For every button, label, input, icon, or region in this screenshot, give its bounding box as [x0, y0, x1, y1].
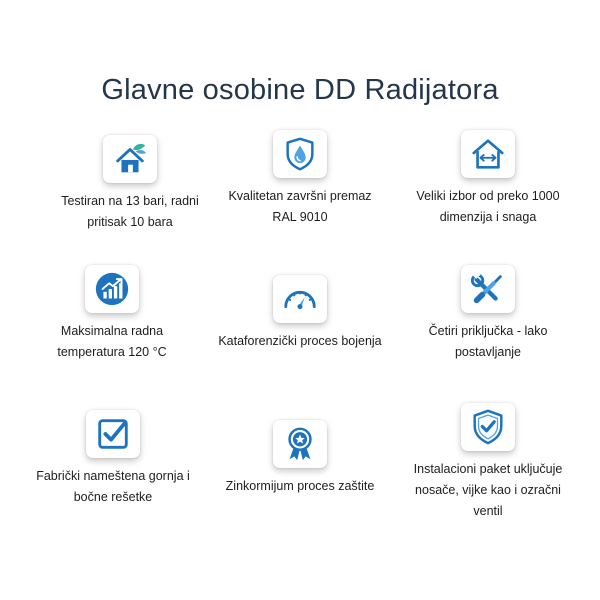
shield-check-icon — [461, 403, 515, 451]
water-drop-shield-icon — [273, 130, 327, 178]
feature-label: Fabrički nameštena gornja i bočne rešetke — [36, 469, 190, 504]
feature-dimensions — [398, 130, 578, 228]
feature-label: Veliki izbor od preko 1000 dimenzija i snaga — [416, 189, 560, 224]
feature-zinc-chrome — [210, 420, 390, 497]
feature-label: Četiri priključka - lako postavljanje — [428, 324, 548, 359]
feature-label: Kataforenzički proces bojenja — [218, 334, 382, 348]
feature-label: Zinkormijum proces zaštite — [225, 479, 375, 493]
wrench-screwdriver-icon — [461, 265, 515, 313]
rising-chart-icon — [85, 265, 139, 313]
feature-label: Kvalitetan završni premaz RAL 9010 — [228, 189, 372, 224]
checkbox-icon — [86, 410, 140, 458]
award-ribbon-icon — [273, 420, 327, 468]
feature-label: Maksimalna radna temperatura 120 °C — [57, 324, 167, 359]
house-leaf-icon — [103, 135, 157, 183]
feature-max-temperature — [22, 265, 202, 363]
page-title: Glavne osobine DD Radijatora — [101, 74, 499, 106]
gauge-icon — [273, 275, 327, 323]
feature-label: Testiran na 13 bari, radni pritisak 10 bara — [61, 194, 199, 229]
feature-four-connections — [398, 265, 578, 363]
feature-label: Instalacioni paket uključuje nosače, vijke kao i ozračni ventil — [413, 462, 563, 518]
house-width-arrows-icon — [461, 130, 515, 178]
feature-grilles — [23, 410, 203, 508]
feature-coating — [210, 130, 390, 228]
feature-cataphoresis — [210, 275, 390, 352]
feature-pressure-tested — [40, 135, 220, 233]
feature-installation-kit — [398, 403, 578, 522]
